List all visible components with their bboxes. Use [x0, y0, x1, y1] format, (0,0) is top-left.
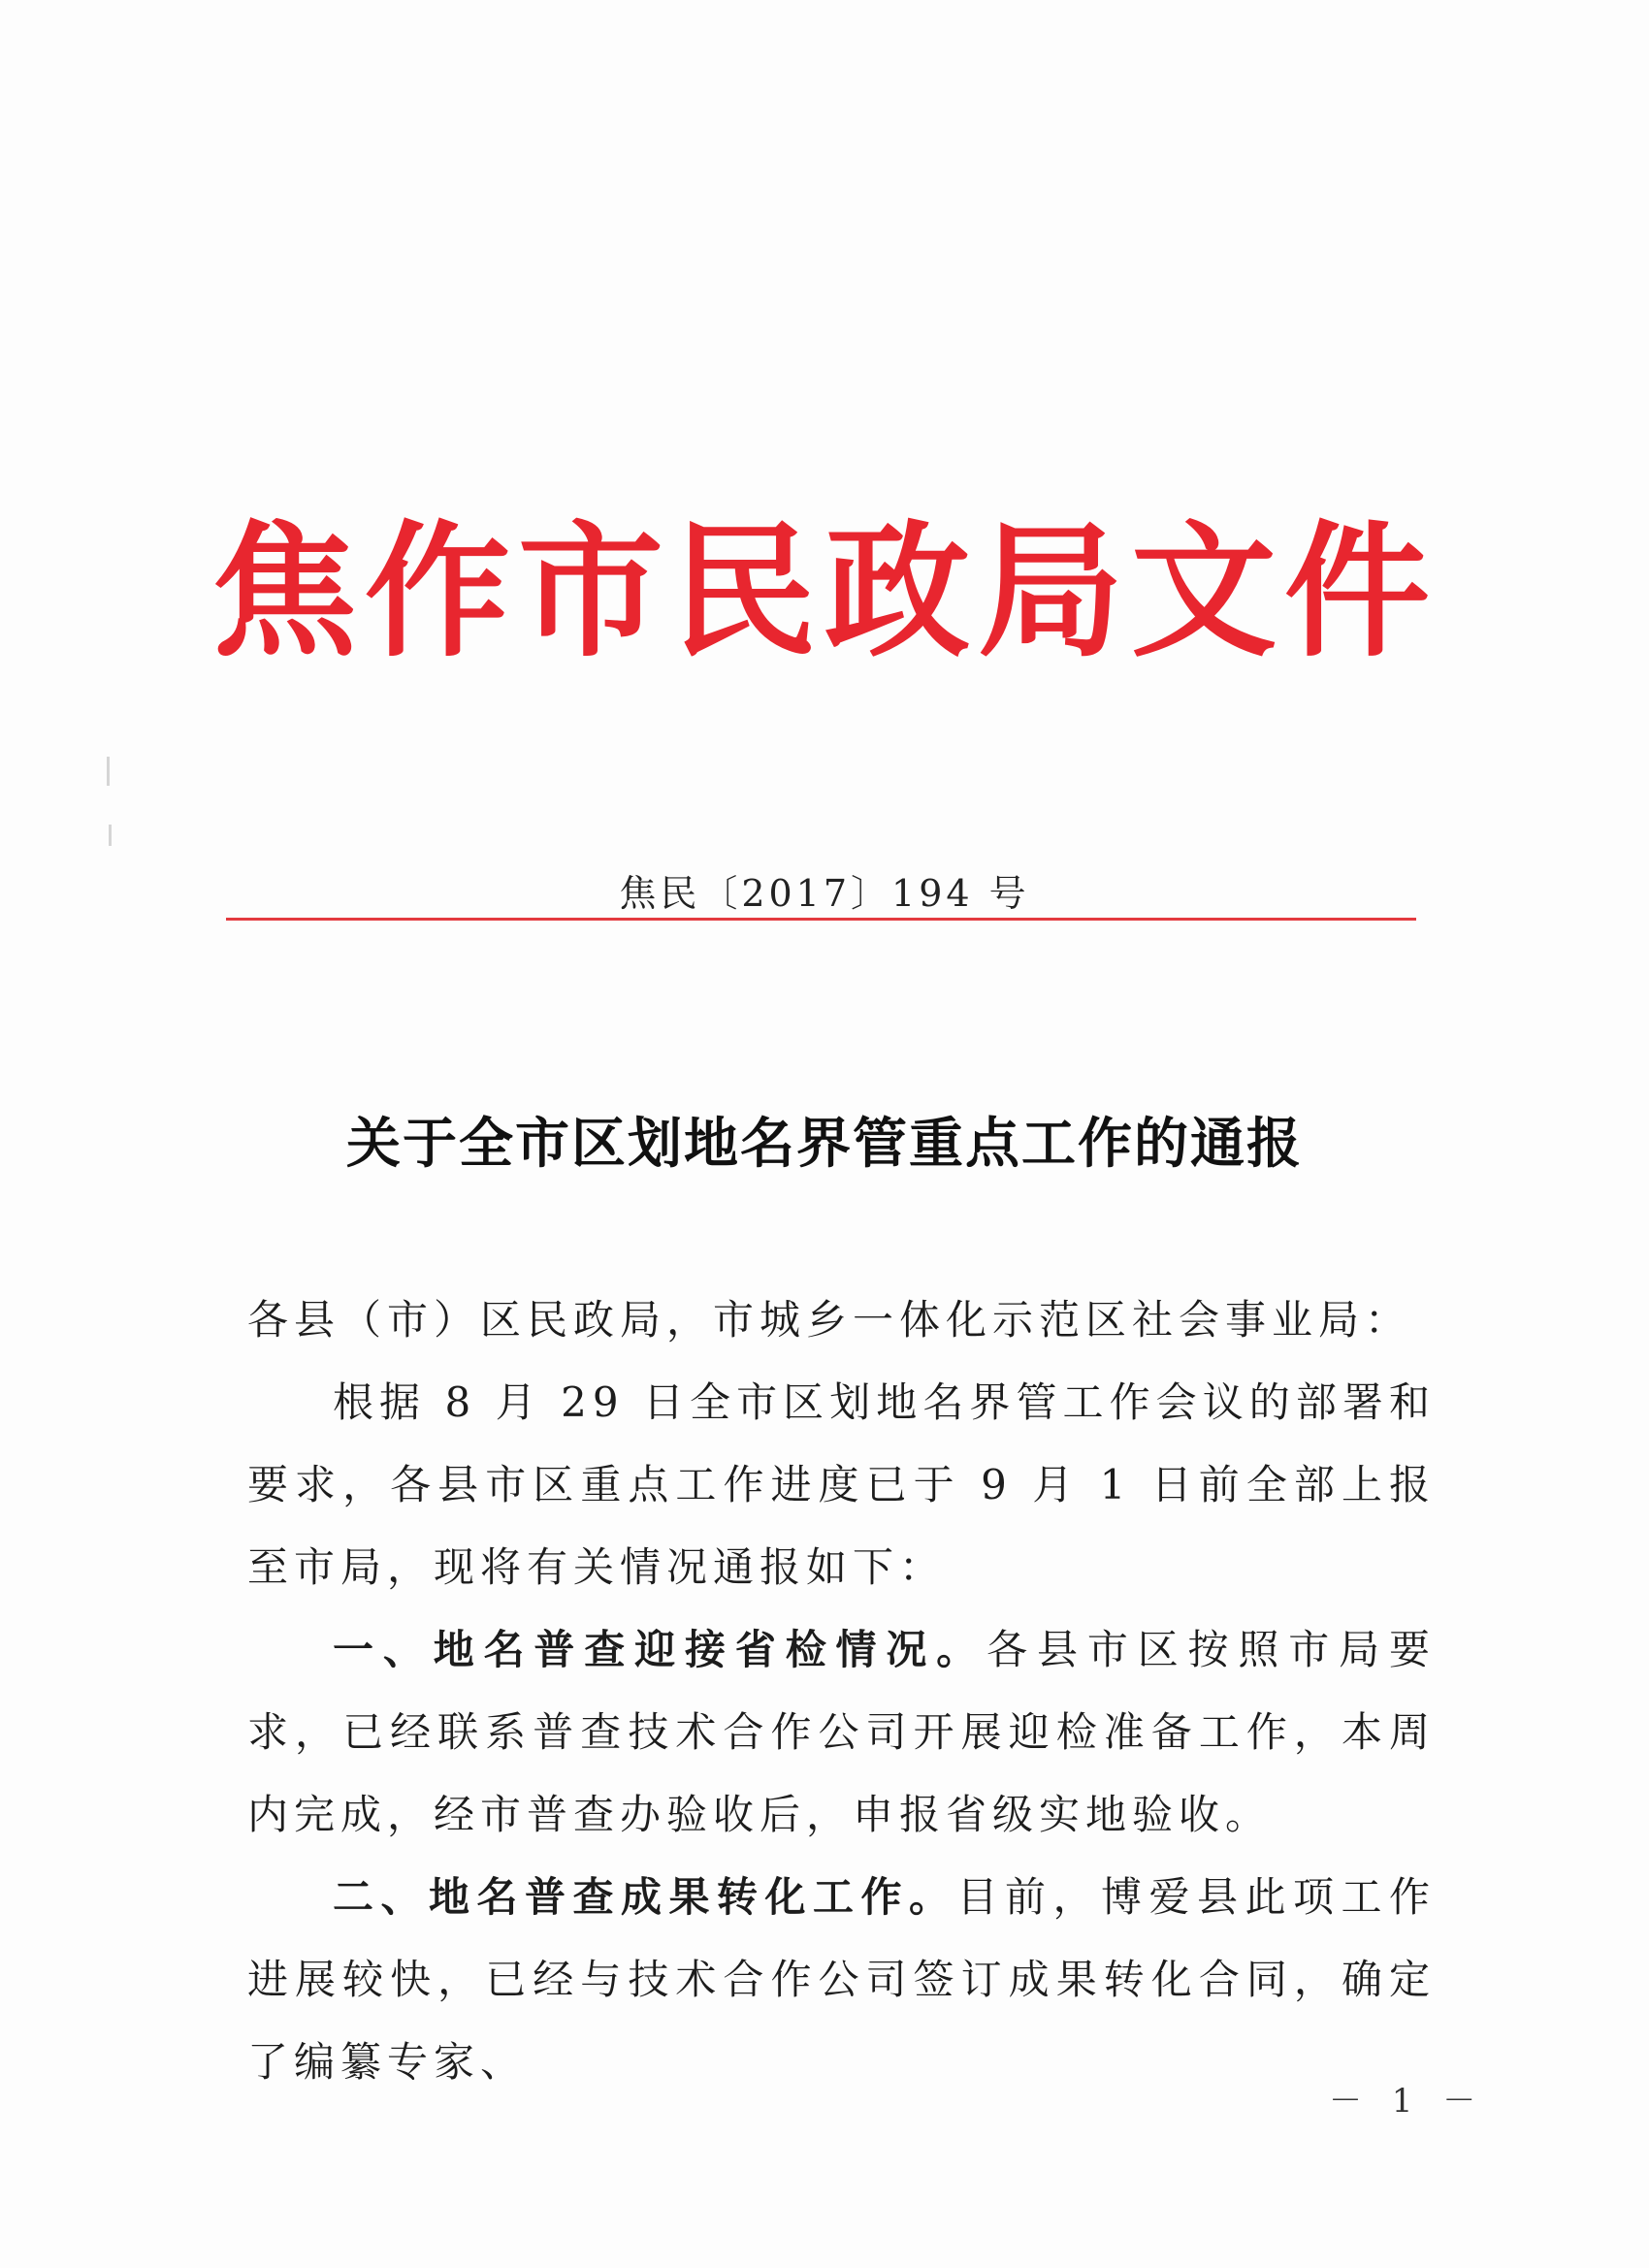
section-1-paragraph: [247, 1608, 1436, 1856]
document-number: 焦民〔2017〕194 号: [619, 872, 1030, 915]
intro-paragraph: 根据 8 月 29 日全市区划地名界管工作会议的部署和要求，各县市区重点工作进度已于 9 月 1 日前全部上报至市局，现将有关情况通报如下：: [247, 1378, 1436, 1591]
section-2-paragraph: [247, 1856, 1436, 2103]
document-title: 关于全市区划地名界管重点工作的通报: [346, 1112, 1303, 1176]
document-masthead: 焦作市民政局文件: [210, 506, 1438, 677]
section-2-heading: 二、地名普查成果转化工作。: [333, 1873, 957, 1921]
red-divider-line: [226, 918, 1416, 921]
page-number: － 1 －: [1329, 2082, 1486, 2121]
section-1-text: 各县市区按照市局要求，已经联系普查技术合作公司开展迎检准备工作，本周内完成，经市普查办验收后，申报省级实地验收。: [247, 1626, 1436, 1838]
section-1-heading: 一、地名普查迎接省检情况。: [333, 1626, 987, 1673]
section-2-text: 目前，博爱县此项工作进展较快，已经与技术合作公司签订成果转化合同，确定了编纂专家、: [247, 1873, 1436, 2086]
scan-artifact: [109, 825, 112, 846]
salutation-paragraph: 各县（市）区民政局，市城乡一体化示范区社会事业局：: [247, 1296, 1412, 1344]
scan-artifact: [107, 757, 110, 786]
document-body: [247, 1279, 1436, 2103]
